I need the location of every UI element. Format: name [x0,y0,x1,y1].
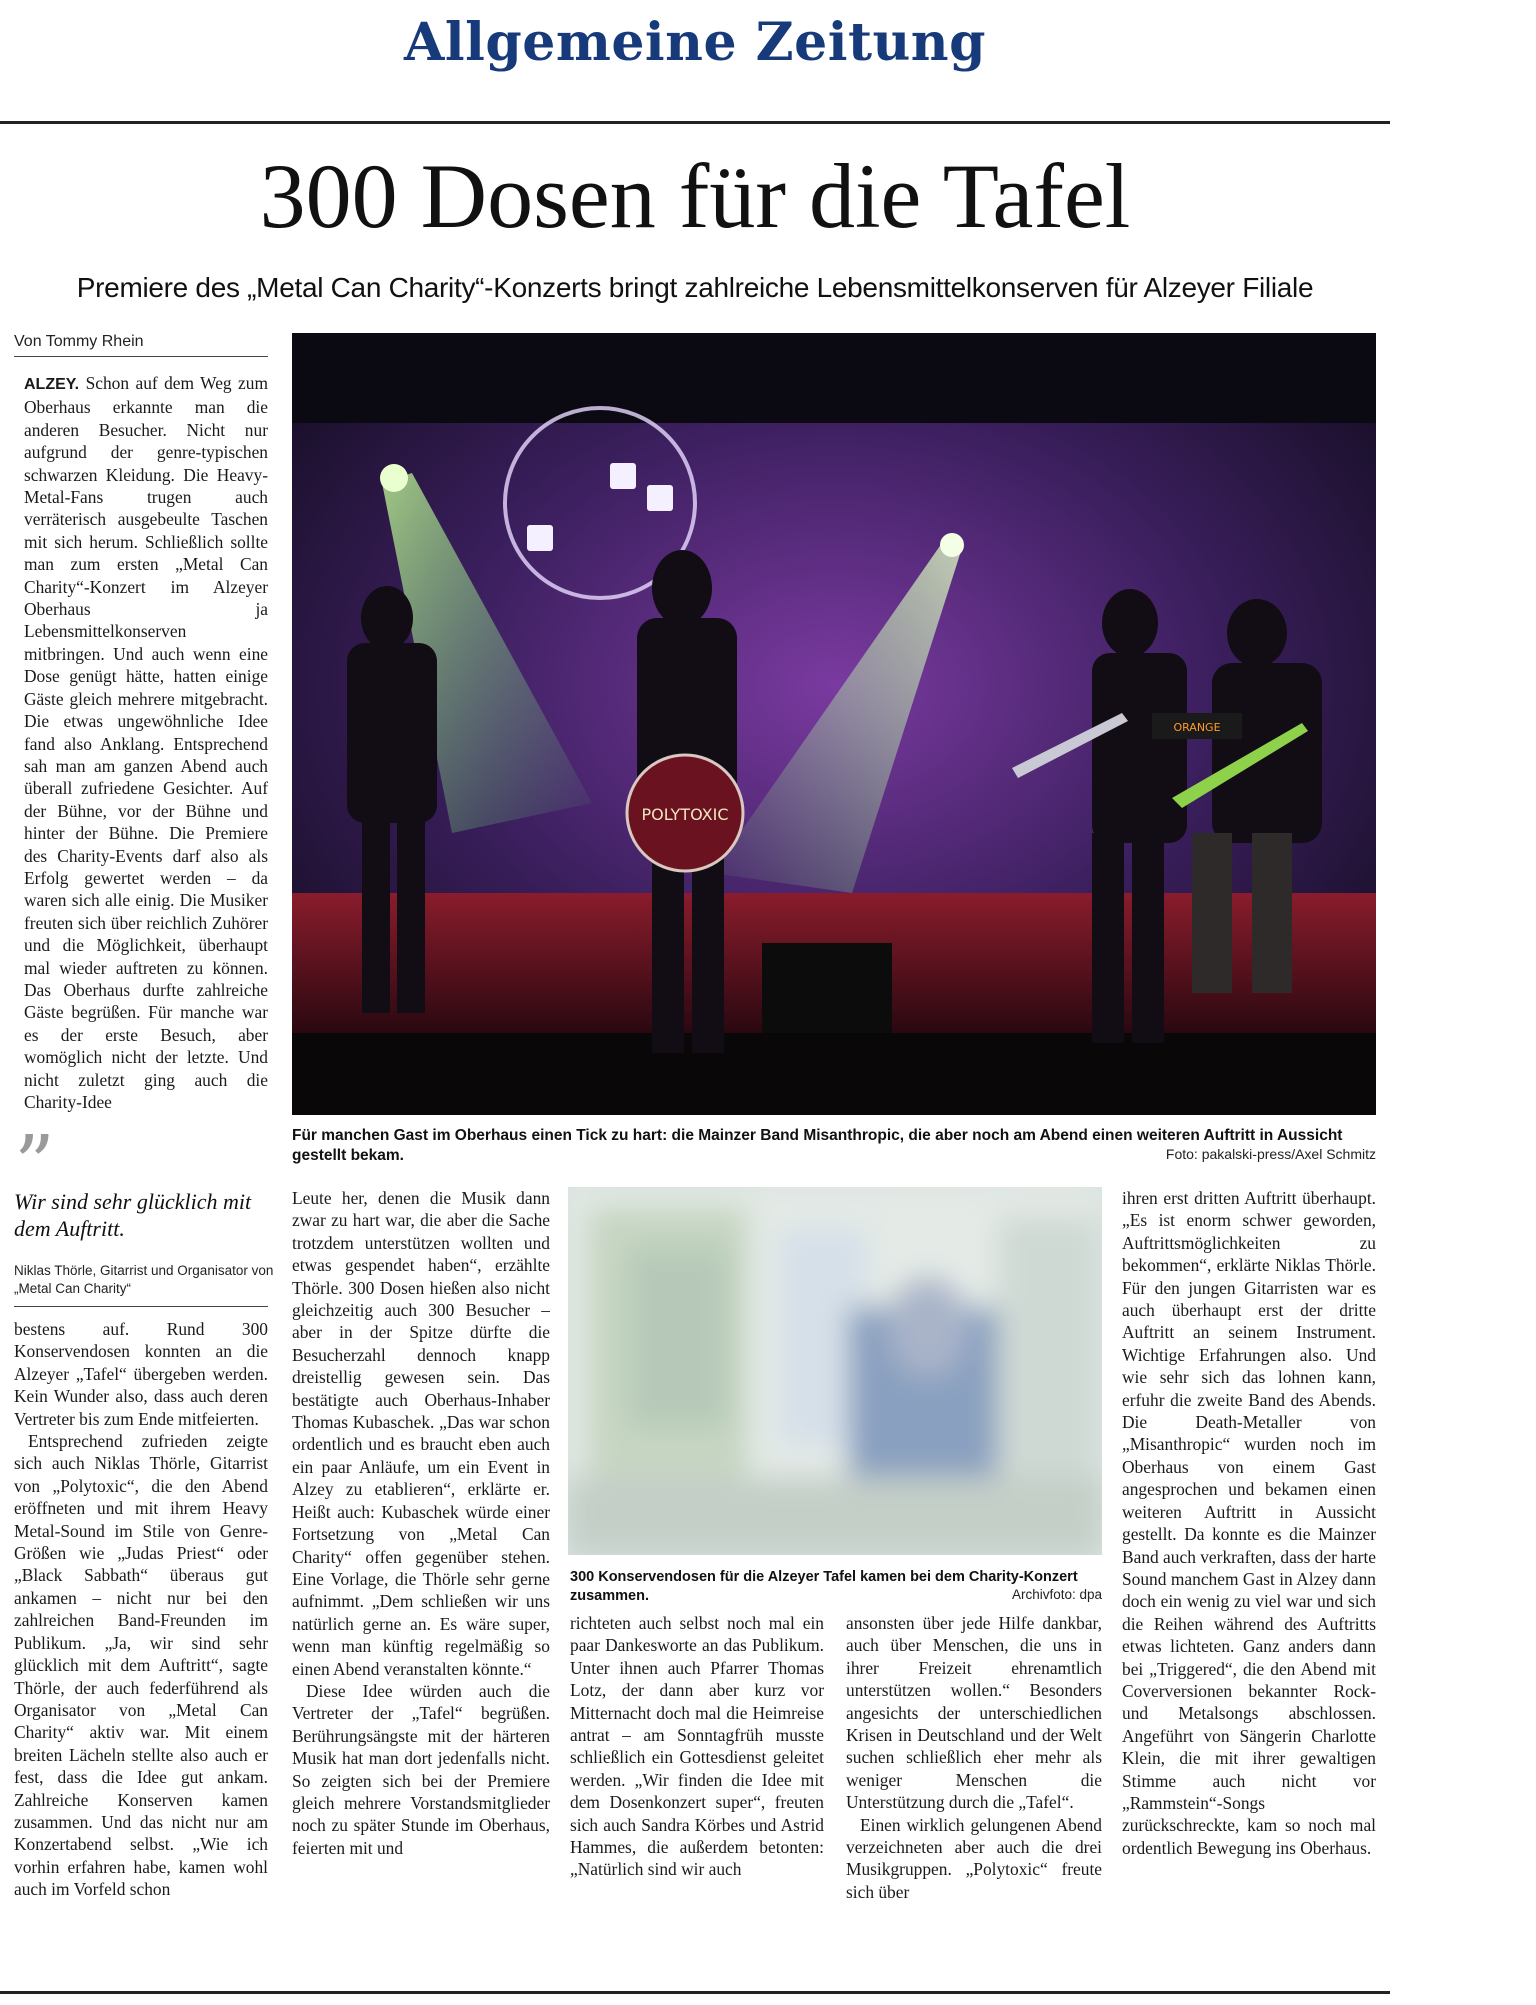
newspaper-masthead: Allgemeine Zeitung [404,12,986,73]
body-paragraph: ansonsten über jede Hilfe dankbar, auch über Menschen, die uns in ihrer Freizeit ehrenamtlich unterstützen wollen.“ Besonders angesichts der unterschiedlichen Krisen in Deutschland und der Welt suchen schließlich eher mehr als weniger Menschen die Unterstützung durch die „Tafel“. [846,1613,1102,1813]
body-column-2 [292,1187,550,1987]
body-column-1-bottom [14,1318,268,1988]
main-photo-caption: Für manchen Gast im Oberhaus einen Tick zu hart: die Mainzer Band Misanthropic, die aber noch am Abend einen weiteren Auftritt in Aussicht gestellt bekam. [292,1127,1343,1164]
body-paragraph: bestens auf. Rund 300 Konservendosen konnten an die Alzeyer „Tafel“ übergeben werden. Kein Wunder also, dass auch deren Vertreter bis zum Ende mitfeierten. [14,1319,268,1429]
archive-photo-credit: Archivfoto: dpa [1011,1587,1102,1602]
main-photo-credit: Foto: pakalski-press/Axel Schmitz [1165,1146,1376,1162]
body-paragraph: Einen wirklich gelungenen Abend verzeichneten aber auch die drei Musikgruppen. „Polytoxic“ freute sich über [846,1814,1102,1902]
body-column-1-top [24,372,268,1124]
body-paragraph: Leute her, denen die Musik dann zwar zu hart war, die aber die Sache trotzdem unterstützen wollten und etwas gespendet haben“, erzählte Thörle. 300 Dosen hießen also nicht gleichzeitig auch 300 Besucher – aber in der Spitze dürfte die Besucherzahl dennoch knapp dreistellig gewesen sein. Das bestätigte auch Oberhaus-Inhaber Thomas Kubaschek. „Das war schon ordentlich und es braucht eben auch ein paar Anläufe, um ein Event in Alzey zu etablieren“, erklärte er. Heißt auch: Kubaschek würde einer Fortsetzung von „Metal Can Charity“ offen gegenüber stehen. Eine Vorlage, die Thörle sehr gerne aufnimmt. „Dem schließen wir uns natürlich gerne an. Es wäre super, wenn man künftig regelmäßig so einen Abend veranstalten könnte.“ [292,1188,550,1679]
archive-photo-caption: 300 Konservendosen für die Alzeyer Tafel kamen bei dem Charity-Konzert zusammen. [570,1569,1078,1604]
article-headline: 300 Dosen für die Tafel [259,145,1131,247]
body-column-5 [1122,1187,1376,1987]
body-column-3 [570,1612,824,1988]
body-paragraph: Diese Idee würden auch die Vertreter der „Tafel“ begrüßen. Berührungsängste mit der härteren Musik hat man dort jedenfalls nicht. So zeigten sich bei der Premiere gleich mehrere Vorstandsmitglieder noch zu später Stunde im Oberhaus, feierten mit und [292,1680,550,1858]
page-bottom-divider [0,1991,1390,1994]
archive-photo [568,1187,1102,1555]
body-paragraph: richteten auch selbst noch mal ein paar Dankesworte an das Publikum. Unter ihnen auch Pfarrer Thomas Lotz, der dann aber kurz vor Mitternacht doch mal die Heimreise antrat – am Sonntagfrüh musste schließlich ein Gottesdienst geleitet werden. „Wir finden die Idee mit dem Dosenkonzert super“, freuten sich auch Sandra Körbes und Astrid Hammes, die außerdem betonten: „Natürlich sind wir auch [570,1613,824,1880]
body-paragraph: ihren erst dritten Auftritt überhaupt. „Es ist enorm schwer geworden, Auftrittsmöglichkeiten zu bekommen“, erklärte Niklas Thörle. Für den jungen Gitarristen war es auch überhaupt erst der dritte Auftritt an seinem Instrument. Wichtige Erfahrungen also. Und wie sehr sich das lohnen kann, erfuhr die zweite Band des Abends. Die Death-Metaller von „Misanthropic“ wurden noch im Oberhaus von einem Gast angesprochen und bekamen einen weiteren Auftritt in Aussicht gestellt. Da konnte es die Mainzer Band auch verkraften, dass der harte Sound manchem Gast in Alzey dann doch ein wenig zu viel war und sich die Reihen während des Auftritts etwas lichteten. Ganz anders dann bei „Triggered“, die den Abend mit Coverversionen bekannter Rock- und Metalsongs abschlossen. Angeführt von Sängerin Charlotte Klein, die mit ihrer gewaltigen Stimme auch nicht vor „Rammstein“-Songs zurückschreckte, kam so noch mal ordentlich Bewegung ins Oberhaus. [1122,1188,1376,1858]
pull-quote: Wir sind sehr glücklich mit dem Auftritt. [14,1189,252,1241]
drum-label: POLYTOXIC [641,805,729,824]
byline-divider [14,356,268,357]
amp-label: ORANGE [1173,721,1221,734]
quote-mark-icon: ” [14,1118,55,1211]
body-paragraph: Entsprechend zufrieden zeigte sich auch Niklas Thörle, Gitarrist von „Polytoxic“, die den Abend eröffneten und mit ihrem Heavy Metal-Sound im Stile von Genre-Größen wie „Judas Priest“ oder „Black Sabbath“ überaus gut ankamen – nicht nur bei den zahlreichen Band-Freunden im Publikum. „Ja, wir sind sehr glücklich mit dem Auftritt“, sagte Thörle, der auch federführend als Organisator von „Metal Can Charity“ aktiv war. Mit einem breiten Lächeln stellte also auch er fest, dass die Idee gut ankam. Zahlreiche Konserven kamen zusammen. Und das nicht nur am Konzertabend selbst. „Wie ich vorhin erfahren habe, kamen wohl auch im Vorfeld schon [14,1431,268,1900]
article-subheadline: Premiere des „Metal Can Charity“-Konzerts bringt zahlreiche Lebensmittelkonserven für Alzeyer Filiale [76,272,1314,303]
masthead-divider [0,121,1390,124]
body-text: Schon auf dem Weg zum Oberhaus erkannte man die anderen Besucher. Nicht nur aufgrund der genre-typischen schwarzen Kleidung. Die Heavy-Metal-Fans trugen auch verräterisch ausgebeulte Taschen mit sich herum. Schließlich sollte man zum ersten „Metal Can Charity“-Konzert im Alzeyer Oberhaus ja Lebensmittelkonserven mitbringen. Und auch wenn eine Dose genügt hätte, hatten einige Gäste gleich mehrere mitgebracht. Die etwas ungewöhnliche Idee fand also Anklang. Entsprechend sah man am ganzen Abend auch überall zufriedene Gesichter. Auf der Bühne, vor der Bühne und hinter der Bühne. Die Premiere des Charity-Events darf also als Erfolg gewertet werden – da waren sich alle einig. Die Musiker freuten sich über reichlich Zuhörer und die Möglichkeit, überhaupt mal wieder auftreten zu können. Das Oberhaus durfte zahlreiche Gäste begrüßen. Für manche war es der erste Besuch, aber womöglich nicht der letzte. Und nicht zuletzt ging auch die Charity-Idee [24,373,268,1112]
pull-quote-source: Niklas Thörle, Gitarrist und Organisator von „Metal Can Charity“ [14,1263,274,1296]
concert-photo [292,333,1376,1115]
dateline: ALZEY. [24,376,80,393]
author-byline: Von Tommy Rhein [14,333,144,350]
body-column-4 [846,1612,1102,1988]
quote-divider [14,1306,268,1307]
